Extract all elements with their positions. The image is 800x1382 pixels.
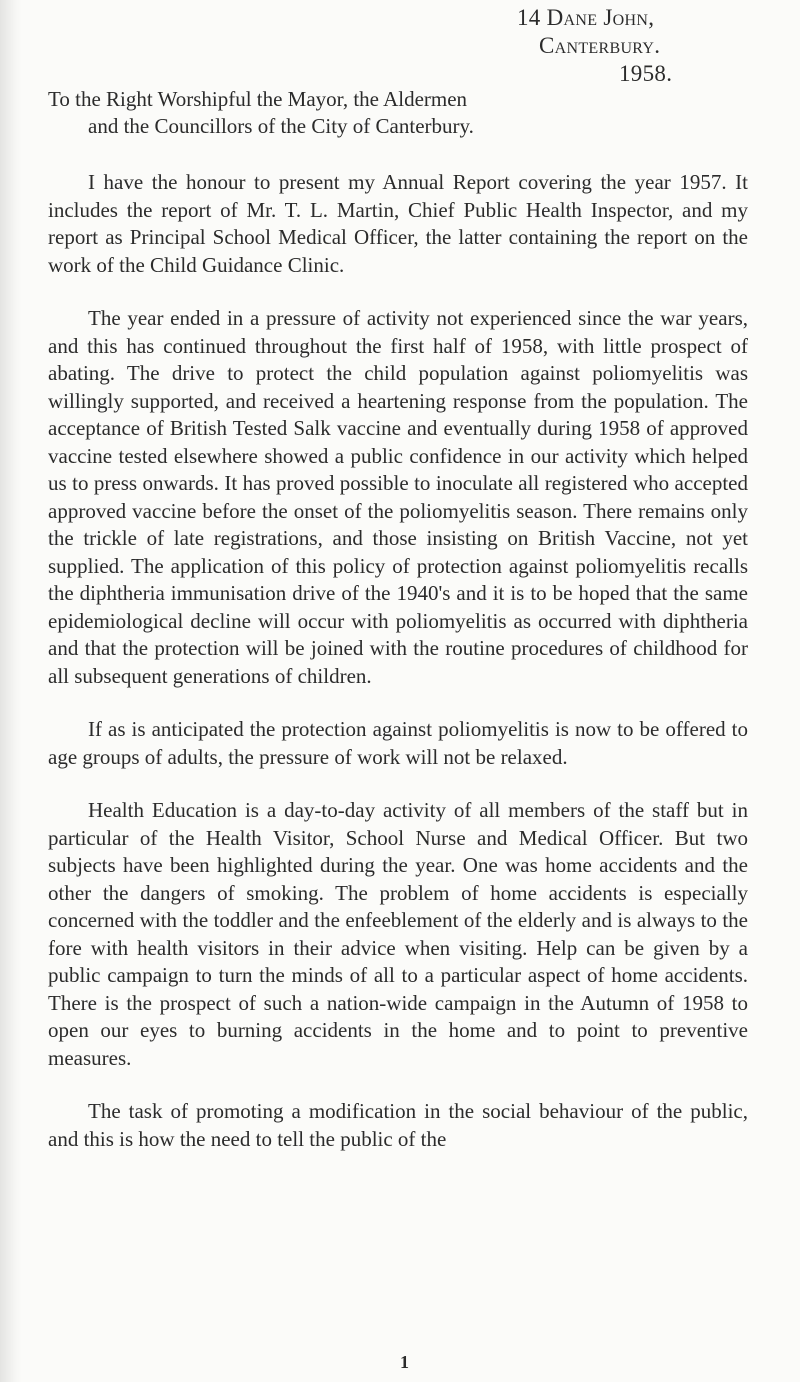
address-street: 14 Dane John, (517, 5, 655, 30)
address-city: Canterbury. (539, 33, 661, 58)
salutation-line-2: and the Councillors of the City of Canterbury. (88, 114, 474, 138)
paragraph-poliomyelitis: The year ended in a pressure of activity not experienced since the war years, and this has continued throughout the first half of 1958, with little prospect of abating. The drive to protect the child population against poliomyelitis was willingly supported, and received a heartening response from the population. The acceptance of British Tested Salk vaccine and eventually during 1958 of approved vaccine tested elsewhere showed a public confidence in our activity which helped us to press onwards. It has proved possible to inoculate all registered who accepted approved vaccine before the onset of the poliomyelitis season. There remains only the trickle of late registrations, and those insisting on British Vaccine, not yet supplied. The application of this policy of protection against poliomyelitis recalls the diphtheria immunisation drive of the 1940's and it is to be hoped that the same epidemiological decline will occur with poliomyelitis as occurred with diphtheria and that the protection will be joined with the routine procedures of childhood for all subsequent generations of children. (48, 306, 748, 688)
paragraph-health-education: Health Education is a day-to-day activity of all members of the staff but in particular of the Health Visitor, School Nurse and Medical Officer. But two subjects have been highlighted during the year. One was home accidents and the other the dangers of smoking. The problem of home accidents is especially concerned with the toddler and the enfeeblement of the elderly and is always to the fore with health visitors in their advice when visiting. Help can be given by a public campaign to turn the minds of all to a particular aspect of home accidents. There is the prospect of such a nation-wide campaign in the Autumn of 1958 to open our eyes to burning accidents in the home and to point to preventive measures. (48, 798, 748, 1070)
page-number: 1 (400, 1352, 409, 1372)
address-year: 1958. (619, 61, 673, 86)
binding-shadow (0, 0, 22, 1382)
report-body (48, 169, 748, 1179)
paragraph-social-behaviour: The task of promoting a modification in the social behaviour of the public, and this is how the need to tell the public of the (48, 1099, 748, 1151)
salutation (48, 86, 748, 140)
salutation-line-1: To the Right Worshipful the Mayor, the Aldermen (48, 87, 468, 111)
letterhead-address (517, 4, 787, 88)
paragraph-adults: If as is anticipated the protection against poliomyelitis is now to be offered to age groups of adults, the pressure of work will not be relaxed. (48, 717, 748, 769)
paragraph-introduction: I have the honour to present my Annual Report covering the year 1957. It includes the report of Mr. T. L. Martin, Chief Public Health Inspector, and my report as Principal School Medical Officer, the latter containing the report on the work of the Child Guidance Clinic. (48, 170, 748, 277)
